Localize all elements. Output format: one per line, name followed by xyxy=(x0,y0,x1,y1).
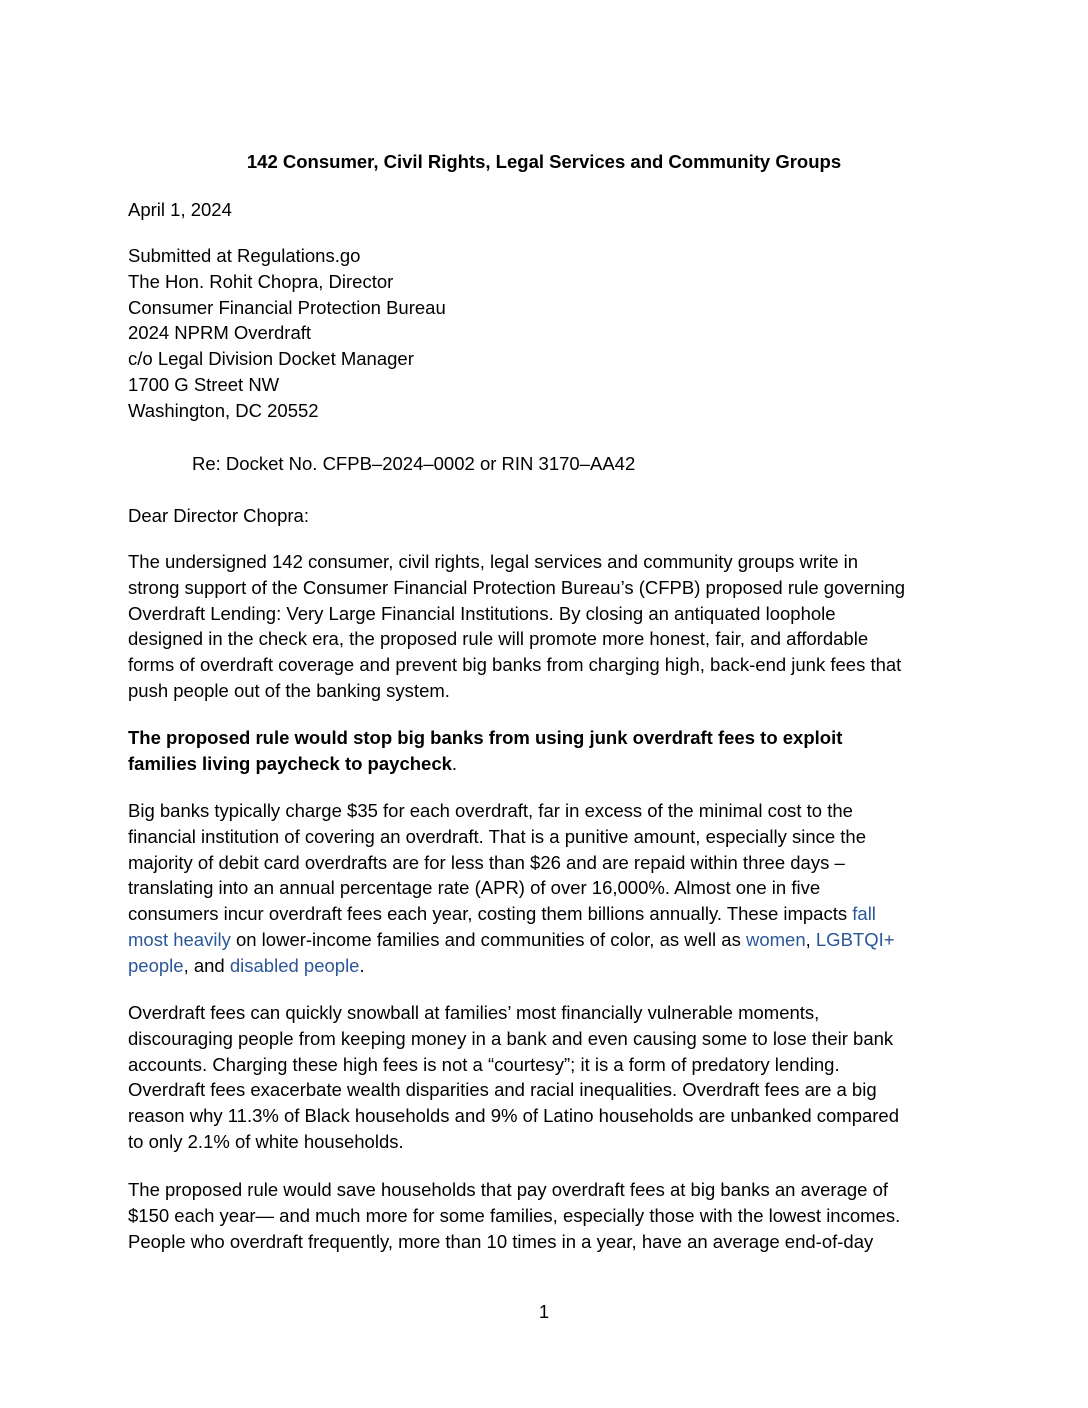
section-heading xyxy=(128,725,960,777)
paragraph-line: designed in the check era, the proposed rule will promote more honest, fair, and affordable xyxy=(128,628,869,650)
paragraph-line: push people out of the banking system. xyxy=(128,679,450,701)
heading-period: . xyxy=(451,752,458,774)
savings-paragraph xyxy=(128,1177,960,1254)
paragraph-line: reason why 11.3% of Black households and 9% of Latino households are unbanked compared xyxy=(128,1105,900,1127)
paragraph-line: $150 each year— and much more for some families, especially those with the lowest incomes. xyxy=(128,1204,901,1226)
paragraph-line: The proposed rule would save households that pay overdraft fees at big banks an average of xyxy=(128,1179,889,1200)
paragraph-line: Overdraft fees exacerbate wealth disparities and racial inequalities. Overdraft fees are a big xyxy=(128,1079,877,1101)
heading-line-2 xyxy=(128,751,960,777)
paragraph-line: accounts. Charging these high fees is not a “courtesy”; it is a form of predatory lending. xyxy=(128,1053,840,1075)
paragraph-line: People who overdraft frequently, more than 10 times in a year, have an average end-of-day xyxy=(128,1230,874,1252)
link-most-heavily[interactable]: most heavily xyxy=(128,928,231,950)
address-line: Consumer Financial Protection Bureau xyxy=(128,296,446,318)
heading-line: The proposed rule would stop big banks from using junk overdraft fees to exploit xyxy=(128,727,843,748)
link-women[interactable]: women xyxy=(745,928,806,950)
link-lgbtqi[interactable]: LGBTQI+ xyxy=(815,928,895,950)
paragraph-line: discouraging people from keeping money in a bank and even causing some to lose their bank xyxy=(128,1027,894,1049)
paragraph-comma: , xyxy=(805,928,816,950)
link-disabled-people[interactable]: disabled people xyxy=(229,954,360,976)
address-line: 2024 NPRM Overdraft xyxy=(128,322,312,344)
snowball-paragraph xyxy=(128,1000,960,1155)
salutation: Dear Director Chopra: xyxy=(128,505,309,526)
paragraph-line: strong support of the Consumer Financial Protection Bureau’s (CFPB) proposed rule governing xyxy=(128,576,906,598)
link-fall[interactable]: fall xyxy=(852,903,876,925)
paragraph-text: , and xyxy=(183,954,230,976)
paragraph-line xyxy=(128,901,960,927)
document-title: 142 Consumer, Civil Rights, Legal Services and Community Groups xyxy=(246,151,842,172)
paragraph-line: translating into an annual percentage rate (APR) of over 16,000%. Almost one in five xyxy=(128,877,821,899)
paragraph-line xyxy=(128,953,960,979)
paragraph-line: Overdraft fees can quickly snowball at families’ most financially vulnerable moments, xyxy=(128,1002,820,1023)
intro-paragraph xyxy=(128,549,960,704)
paragraph-line: to only 2.1% of white households. xyxy=(128,1130,404,1152)
page-number: 1 xyxy=(538,1301,550,1322)
overdraft-cost-paragraph xyxy=(128,798,960,979)
paragraph-line: Big banks typically charge $35 for each overdraft, far in excess of the minimal cost to the xyxy=(128,800,853,821)
address-line: c/o Legal Division Docket Manager xyxy=(128,348,414,370)
letter-date: April 1, 2024 xyxy=(128,199,232,220)
paragraph-line: The undersigned 142 consumer, civil rights, legal services and community groups write in xyxy=(128,551,859,572)
link-people[interactable]: people xyxy=(128,954,184,976)
paragraph-line: financial institution of covering an overdraft. That is a punitive amount, especially since the xyxy=(128,825,867,847)
address-line: Washington, DC 20552 xyxy=(128,399,319,421)
address-line: The Hon. Rohit Chopra, Director xyxy=(128,270,394,292)
paragraph-line xyxy=(128,927,960,953)
paragraph-line: Overdraft Lending: Very Large Financial Institutions. By closing an antiquated loophole xyxy=(128,602,836,624)
heading-line-text: families living paycheck to paycheck xyxy=(128,752,452,774)
paragraph-line: forms of overdraft coverage and prevent big banks from charging high, back-end junk fees that xyxy=(128,654,902,676)
paragraph-text: on lower-income families and communities of color, as well as xyxy=(230,928,746,950)
address-line: Submitted at Regulations.go xyxy=(128,245,361,266)
recipient-address xyxy=(128,243,960,424)
paragraph-period: . xyxy=(359,954,365,976)
paragraph-text: consumers incur overdraft fees each year, costing them billions annually. These impacts xyxy=(128,903,853,925)
paragraph-line: majority of debit card overdrafts are for less than $26 and are repaid within three days – xyxy=(128,851,845,873)
address-line: 1700 G Street NW xyxy=(128,373,280,395)
docket-reference: Re: Docket No. CFPB–2024–0002 or RIN 3170–AA42 xyxy=(192,453,636,474)
